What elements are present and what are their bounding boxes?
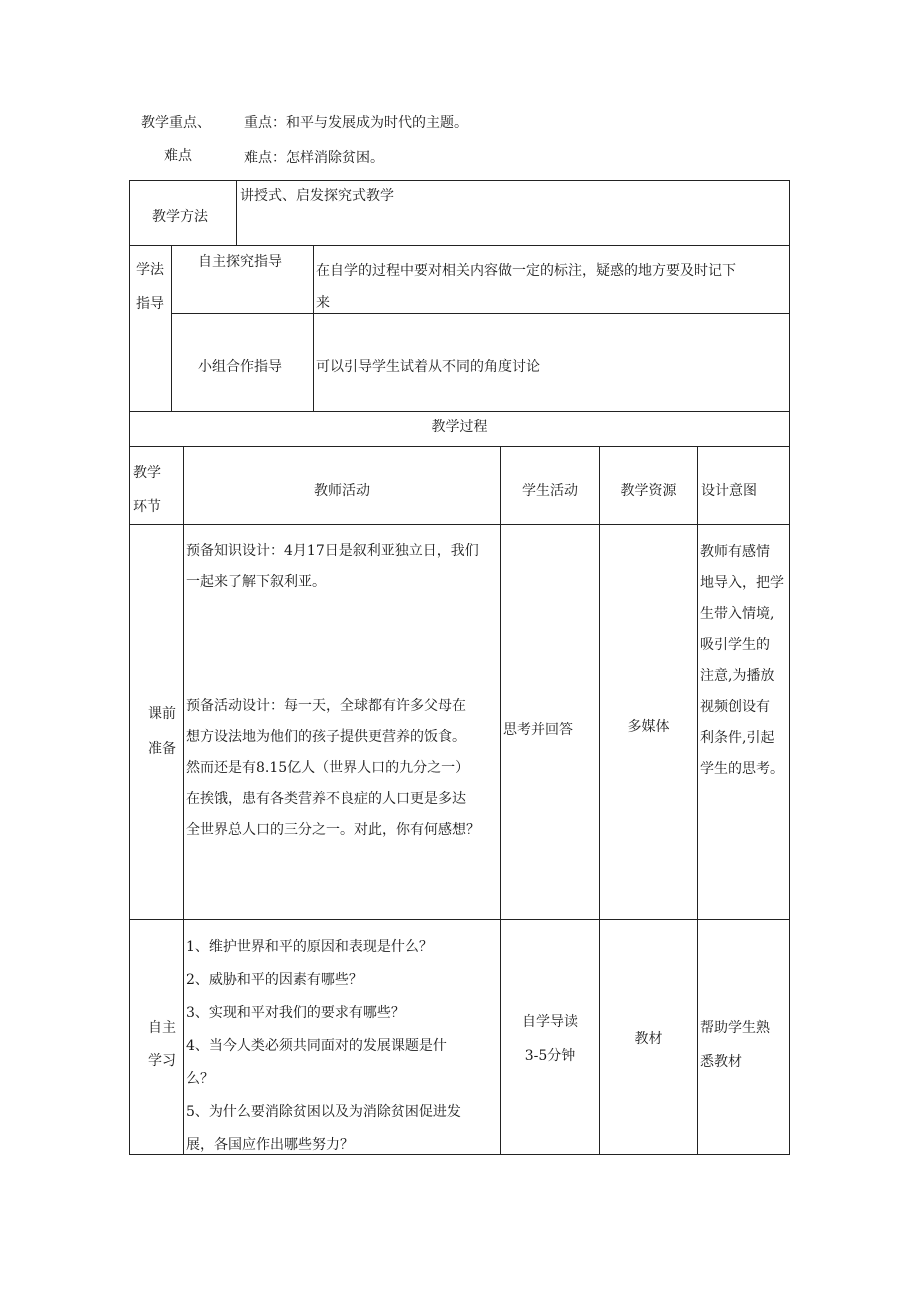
- row1-stage-1: 课前: [148, 706, 176, 722]
- col-stage-2: 环节: [133, 499, 161, 515]
- row1-teacher-a: 预备知识设计：4月17日是叙利亚独立日，我们 一起来了解下叙利亚。: [186, 543, 479, 590]
- method-label: 教学方法: [152, 209, 208, 225]
- row2-teacher: 1、维护世界和平的原因和表现是什么？ 2、威胁和平的因素有哪些？ 3、实现和平对我们的要求有哪些？ 4、当今人类必须共同面对的发展课题是什 么？ 5、为什么要消除贫困以及为消除贫困促进发 展，各国应作出哪些努力？: [186, 939, 461, 1153]
- col-student: 学生活动: [522, 483, 578, 499]
- row1-resource: 多媒体: [627, 719, 670, 735]
- col-resource: 教学资源: [620, 483, 677, 499]
- row2-student-2: 3-5分钟: [524, 1048, 576, 1064]
- row2-stage-1: 自主: [148, 1020, 176, 1036]
- self-study-text-1: 在自学的过程中要对相关内容做一定的标注，疑惑的地方要及时记下: [316, 263, 736, 279]
- row2-stage-2: 学习: [148, 1053, 176, 1069]
- row2-resource: 教材: [634, 1031, 663, 1047]
- row1-intent: 教师有感情 地导入，把学 生带入情境, 吸引学生的 注意,为播放 视频创设有 利条件,引起 学生的思考。: [700, 544, 784, 777]
- row1-student: 思考并回答: [503, 722, 573, 738]
- self-study-text-2: 来: [316, 295, 330, 311]
- key-points-label-2: 难点: [164, 148, 192, 164]
- col-intent: 设计意图: [701, 483, 757, 499]
- row1-teacher-b: 预备活动设计：每一天，全球都有许多父母在 想方设法地为他们的孩子提供更营养的饭食。 然而还是有8.15亿人（世界人口的九分之一） 在挨饿，患有各类营养不良症的人口更是多达 全世界总人口的三分之一。对此，你有何感想？: [186, 698, 480, 838]
- key-point-text: 重点：和平与发展成为时代的主题。: [244, 115, 468, 131]
- difficult-point-text: 难点：怎样消除贫困。: [244, 150, 384, 166]
- guidance-label-2: 指导: [136, 296, 164, 312]
- col-stage-1: 教学: [133, 465, 161, 481]
- group-work-text: 可以引导学生试着从不同的角度讨论: [316, 359, 540, 375]
- method-value: 讲授式、启发探究式教学: [240, 188, 394, 204]
- key-points-label: 教学重点、: [141, 115, 211, 131]
- row1-stage-2: 准备: [148, 741, 176, 757]
- self-study-label: 自主探究指导: [198, 254, 282, 270]
- row2-student-1: 自学导读: [522, 1014, 578, 1030]
- row2-intent: 帮助学生熟 悉教材: [700, 1020, 770, 1070]
- col-teacher: 教师活动: [314, 483, 370, 499]
- group-work-label: 小组合作指导: [198, 359, 282, 375]
- process-title: 教学过程: [431, 419, 488, 435]
- guidance-label-1: 学法: [136, 262, 164, 278]
